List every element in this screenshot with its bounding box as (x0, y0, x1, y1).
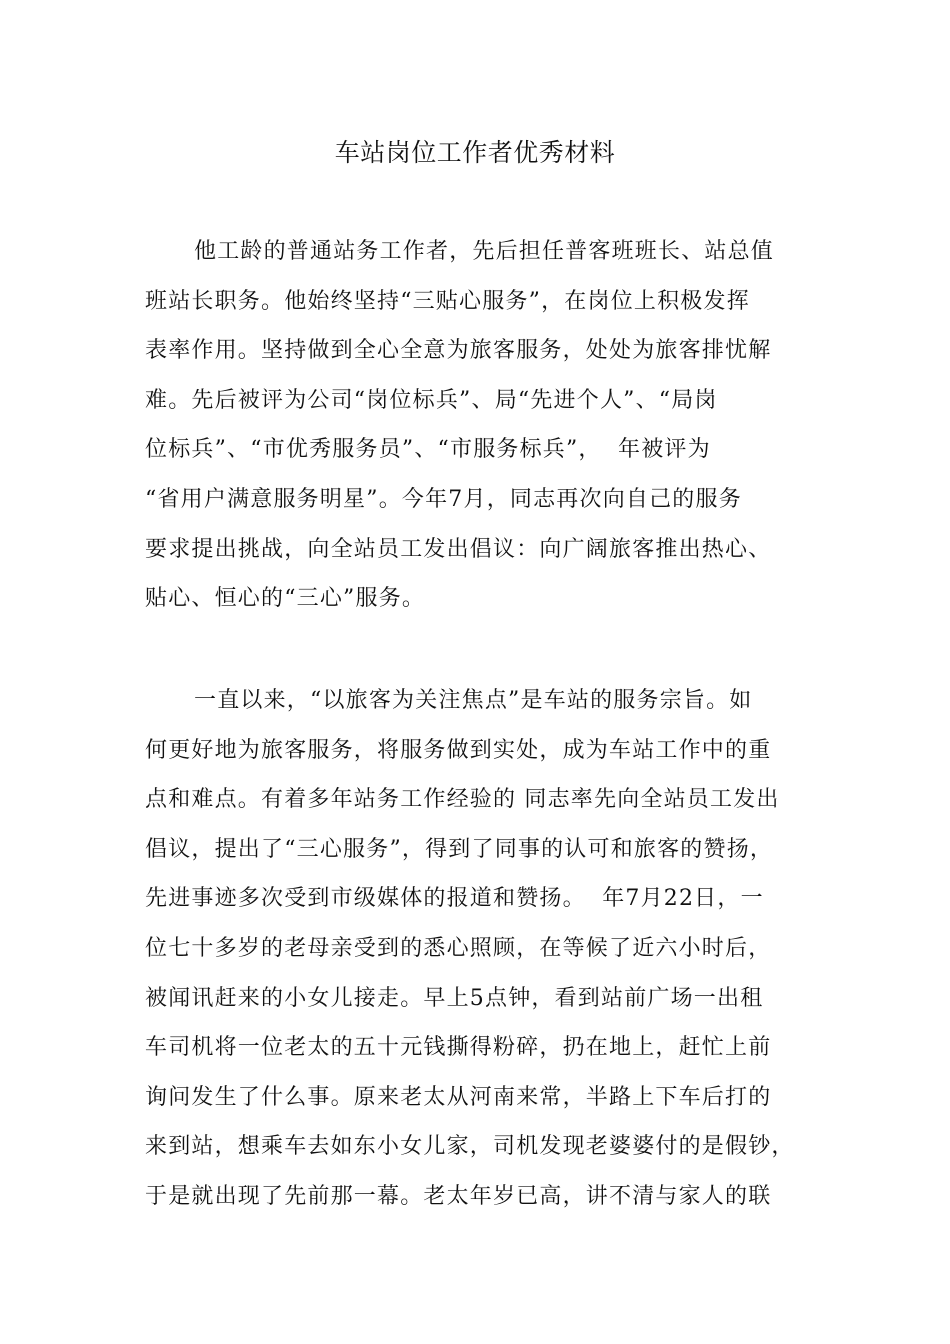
text-line: 车司机将一位老太的五十元钱撕得粉碎，扔在地上，赶忙上前 (145, 1035, 772, 1061)
text-line: 倡议，提出了“三心服务”，得到了同事的认可和旅客的赞扬， (145, 836, 774, 862)
text-line: 贴心、恒心的“三心”服务。 (145, 586, 426, 612)
text-line: 位标兵”、“市优秀服务员”、“市服务标兵”， 年被评为 (145, 437, 711, 463)
paragraph-2 (145, 676, 815, 1222)
document-title: 车站岗位工作者优秀材料 (334, 138, 616, 167)
paragraph-1 (145, 227, 815, 624)
text-line: 位七十多岁的老母亲受到的悉心照顾，在等候了近六小时后， (145, 935, 772, 961)
text-line: 表率作用。坚持做到全心全意为旅客服务，处处为旅客排忧解 (145, 338, 772, 364)
text-line: “省用户满意服务明星”。今年7月，同志再次向自己的服务 (145, 486, 742, 512)
text-line: 于是就出现了先前那一幕。老太年岁已高，讲不清与家人的联 (145, 1183, 772, 1209)
text-line: 来到站，想乘车去如东小女儿家，司机发现老婆婆付的是假钞， (145, 1134, 795, 1160)
text-line: 询问发生了什么事。原来老太从河南来常，半路上下车后打的 (145, 1084, 772, 1110)
text-line: 一直以来，“以旅客为关注焦点”是车站的服务宗旨。如 (194, 688, 753, 713)
text-line: 何更好地为旅客服务，将服务做到实处，成为车站工作中的重 (145, 737, 772, 763)
text-line: 他工龄的普通站务工作者，先后担任普客班班长、站总值 (194, 239, 775, 264)
text-line: 要求提出挑战，向全站员工发出倡议：向广阔旅客推出热心、 (145, 536, 772, 562)
text-line: 点和难点。有着多年站务工作经验的 同志率先向全站员工发出 (145, 787, 780, 813)
text-line: 先进事迹多次受到市级媒体的报道和赞扬。 年7月22日，一 (145, 886, 764, 912)
text-line: 被闻讯赶来的小女儿接走。早上5点钟，看到站前广场一出租 (145, 985, 764, 1011)
text-line: 难。先后被评为公司“岗位标兵”、局“先进个人”、“局岗 (145, 387, 718, 413)
text-line: 班站长职务。他始终坚持“三贴心服务”，在岗位上积极发挥 (145, 288, 750, 314)
